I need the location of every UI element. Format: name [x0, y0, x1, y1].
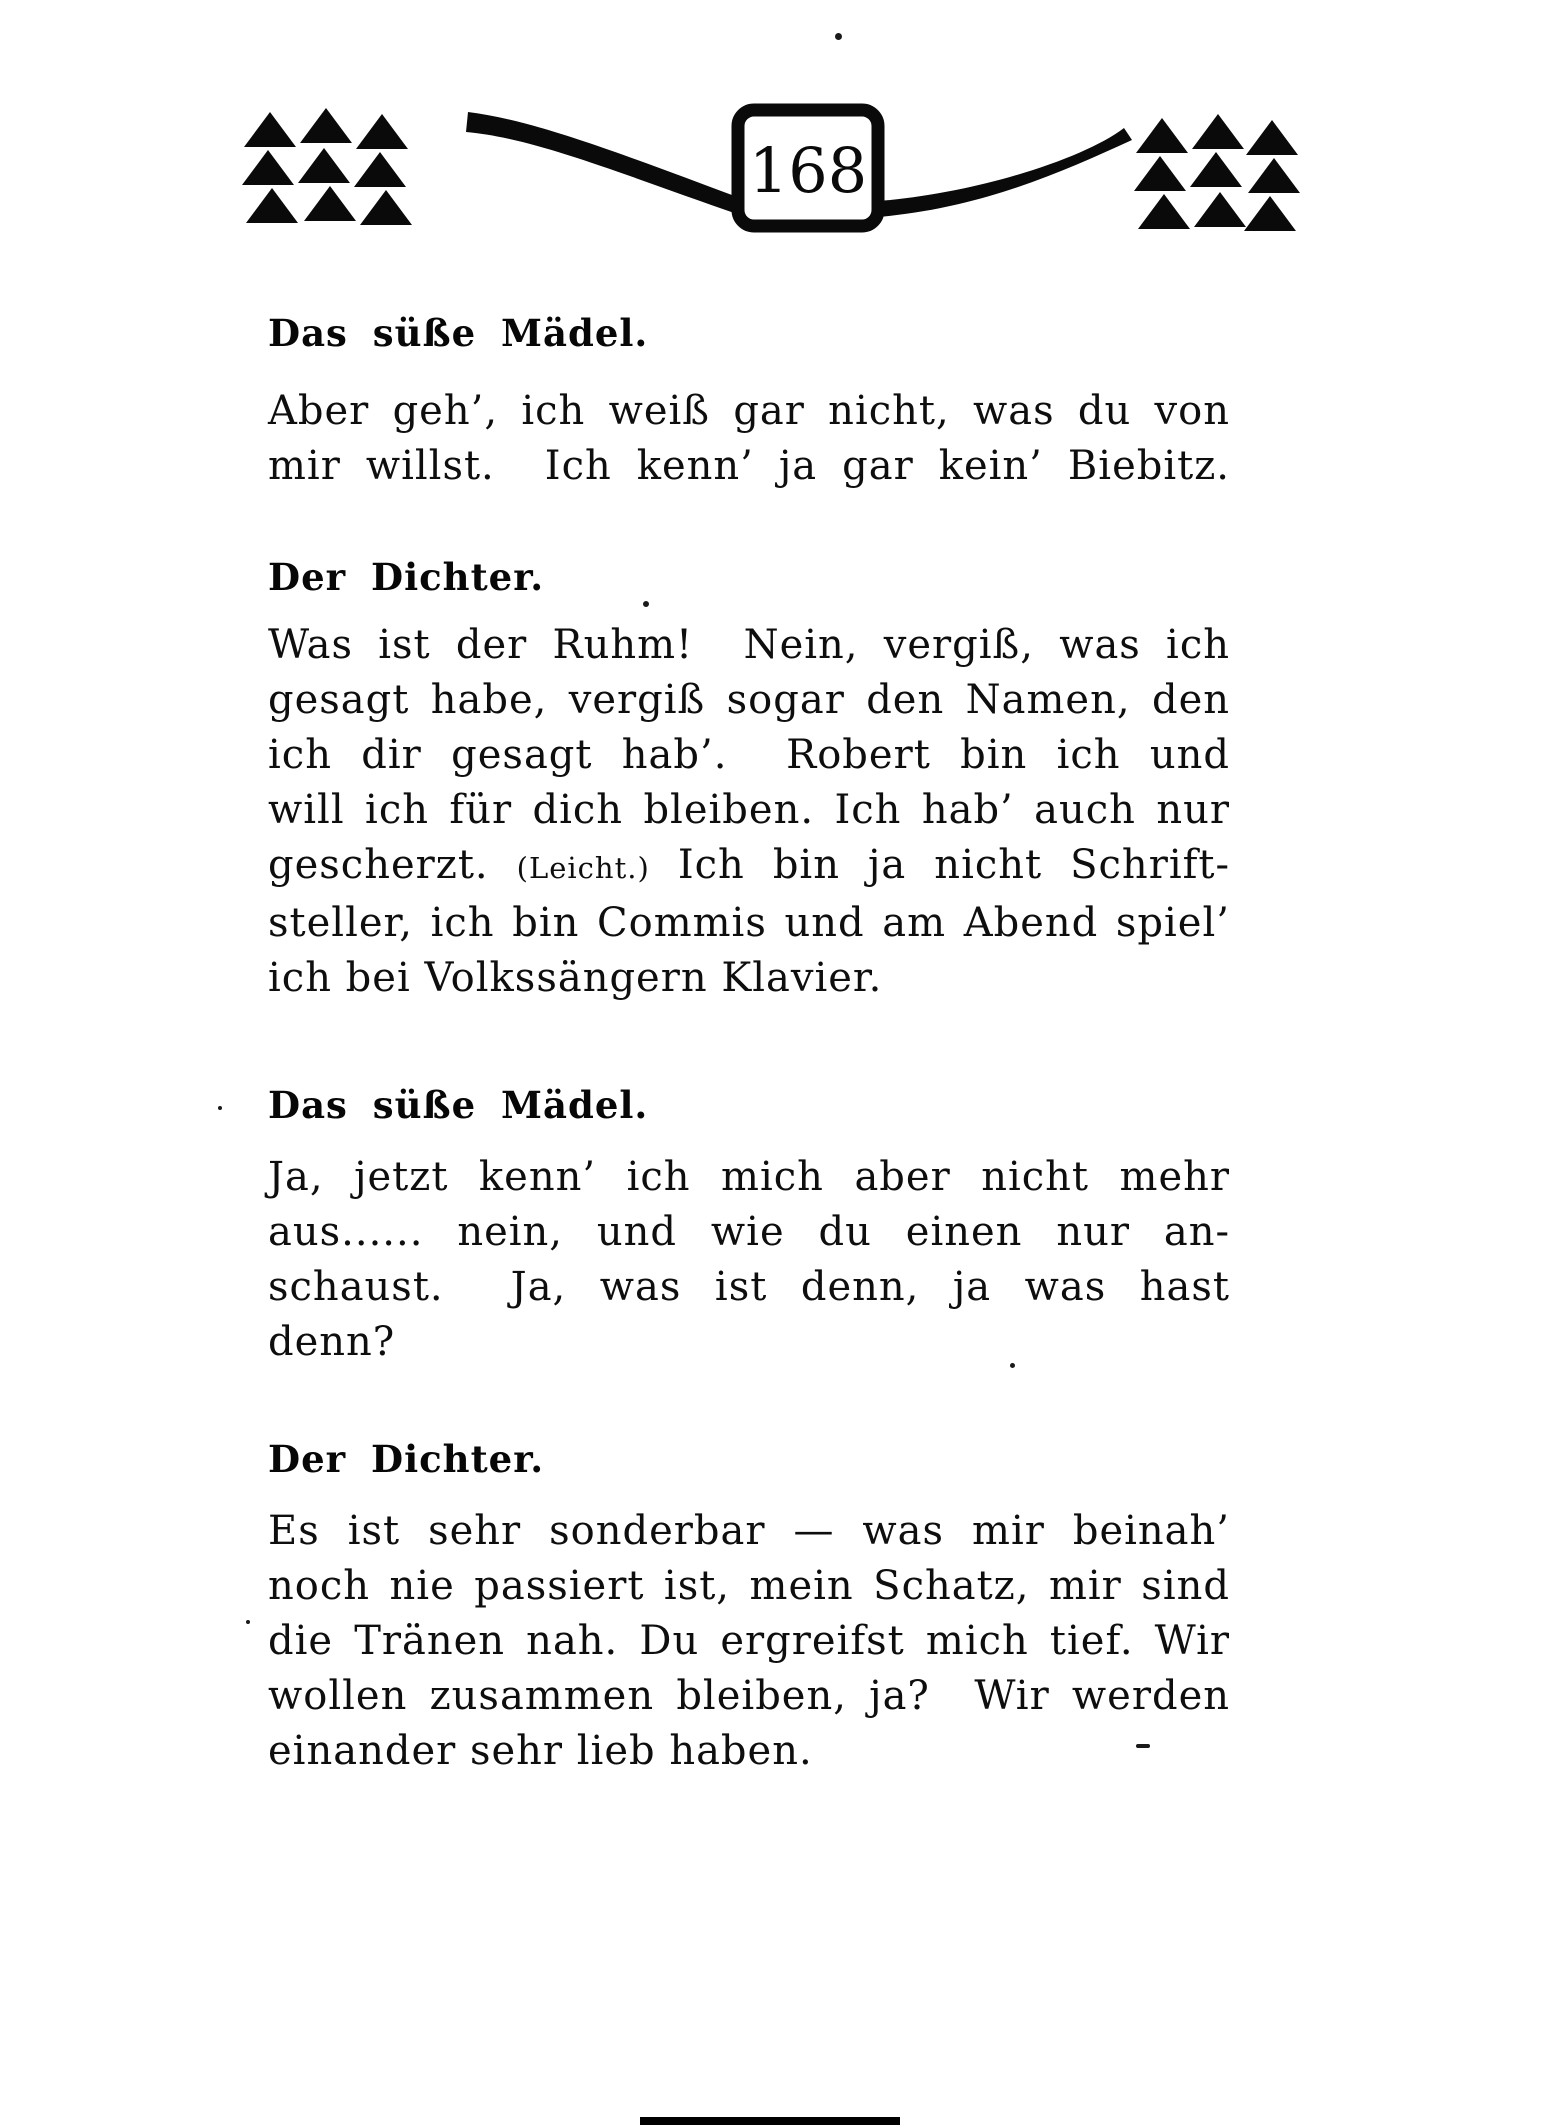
text-line: steller, ich bin Commis und am Abend spiel’	[268, 900, 1230, 946]
scan-speck	[218, 1106, 222, 1110]
text-line: Aber geh’, ich weiß gar nicht, was du von	[268, 388, 1230, 434]
text-line: denn?	[268, 1319, 396, 1365]
scan-speck	[643, 601, 649, 607]
text-line: noch nie passiert ist, mein Schatz, mir sind	[268, 1563, 1230, 1609]
text-line: schaust. Ja, was ist denn, ja was hast	[268, 1264, 1230, 1310]
page-bottom-scan-edge	[640, 2117, 900, 2125]
speaker-heading: Das süße Mädel.	[268, 1083, 649, 1127]
text-line: wollen zusammen bleiben, ja? Wir werden	[268, 1673, 1230, 1719]
text-line: aus...... nein, und wie du einen nur an-	[268, 1209, 1230, 1255]
speech-paragraph	[268, 384, 1230, 494]
text-line: will ich für dich bleiben. Ich hab’ auch nur	[268, 787, 1230, 833]
speech-paragraph	[268, 1150, 1230, 1370]
speech-paragraph	[268, 1504, 1230, 1779]
stage-direction: (Leicht.)	[516, 851, 650, 885]
speech-paragraph	[268, 618, 1230, 1006]
scan-speck	[1136, 1744, 1150, 1748]
text-line: Ja, jetzt kenn’ ich mich aber nicht mehr	[268, 1154, 1230, 1200]
scan-speck	[835, 33, 842, 40]
text-segment: Ich bin ja nicht Schrift-	[649, 842, 1231, 888]
text-line: gesagt habe, vergiß sogar den Namen, den	[268, 677, 1230, 723]
scan-speck	[246, 1620, 250, 1624]
page-number: 168	[748, 134, 868, 207]
text-line: mir willst. Ich kenn’ ja gar kein’ Biebitz.	[268, 443, 1230, 489]
text-line: ich dir gesagt hab’. Robert bin ich und	[268, 732, 1230, 778]
text-line: Es ist sehr sonderbar — was mir beinah’	[268, 1508, 1230, 1554]
text-line	[268, 838, 1230, 896]
scan-speck	[1010, 1363, 1015, 1368]
text-line: Was ist der Ruhm! Nein, vergiß, was ich	[268, 622, 1230, 668]
speaker-heading: Der Dichter.	[268, 555, 545, 599]
text-line: die Tränen nah. Du ergreifst mich tief. Wir	[268, 1618, 1230, 1664]
text-line: einander sehr lieb haben.	[268, 1728, 813, 1774]
speaker-heading: Der Dichter.	[268, 1437, 545, 1481]
text-line: ich bei Volkssängern Klavier.	[268, 955, 883, 1001]
text-column	[268, 0, 1230, 1779]
text-segment: gescherzt.	[268, 842, 517, 888]
speaker-heading: Das süße Mädel.	[268, 311, 649, 355]
